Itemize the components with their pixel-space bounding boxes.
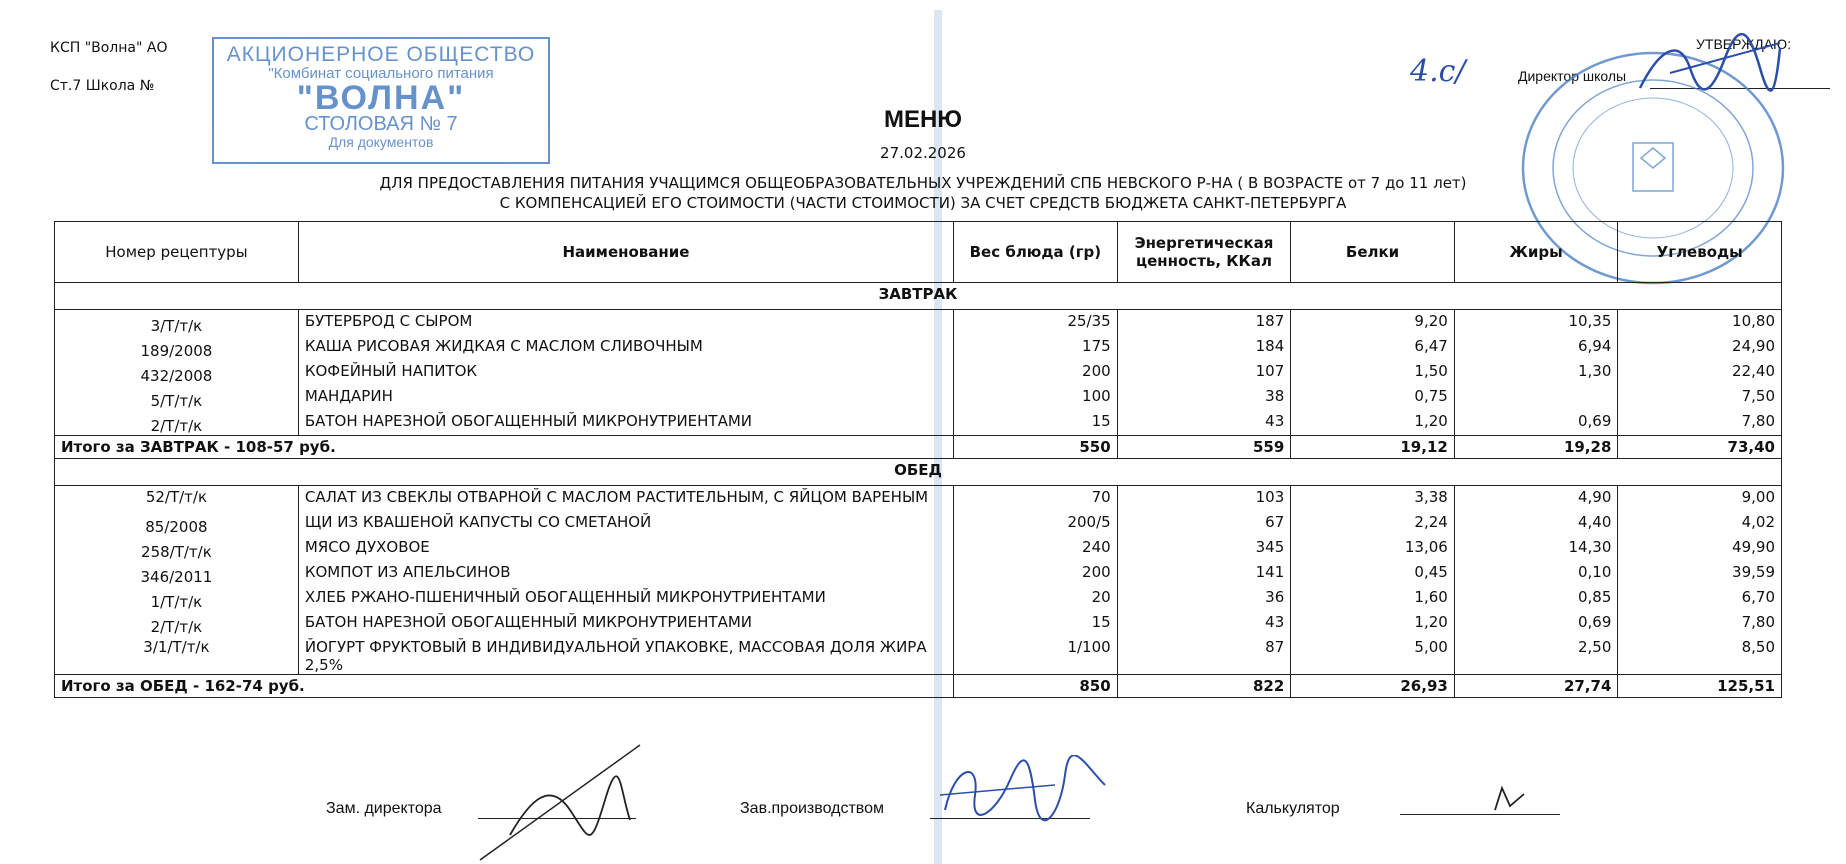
cell-code: 3/Т/т/к [55, 310, 299, 336]
total-protein: 26,93 [1291, 675, 1455, 698]
cell-protein: 3,38 [1291, 486, 1455, 512]
deputy-signature [470, 740, 660, 864]
cell-carbs: 49,90 [1618, 536, 1782, 561]
cell-energy: 141 [1117, 561, 1291, 586]
cell-energy: 36 [1117, 586, 1291, 611]
col-name-header: Наименование [298, 222, 953, 283]
table-row [55, 636, 1782, 675]
approve-label: УТВЕРЖДАЮ: [1696, 36, 1792, 52]
cell-weight: 175 [954, 335, 1118, 360]
cell-name: БАТОН НАРЕЗНОЙ ОБОГАЩЕННЫЙ МИКРОНУТРИЕНТАМИ [298, 611, 953, 636]
cell-name: ЙОГУРТ ФРУКТОВЫЙ В ИНДИВИДУАЛЬНОЙ УПАКОВКЕ, МАССОВАЯ ДОЛЯ ЖИРА 2,5% [298, 636, 953, 675]
table-row [55, 360, 1782, 385]
cell-name: МАНДАРИН [298, 385, 953, 410]
table-row [55, 561, 1782, 586]
section-row-lunch [55, 459, 1782, 486]
cell-carbs: 9,00 [1618, 486, 1782, 512]
cell-carbs: 7,80 [1618, 611, 1782, 636]
cell-carbs: 6,70 [1618, 586, 1782, 611]
section-title: ЗАВТРАК [55, 283, 1782, 310]
calculator-label: Калькулятор [1246, 800, 1340, 817]
col-carbs-header: Углеводы [1618, 222, 1782, 283]
table-row [55, 511, 1782, 536]
cell-protein: 0,75 [1291, 385, 1455, 410]
cell-code: 85/2008 [55, 511, 299, 536]
cell-name: ЩИ ИЗ КВАШЕНОЙ КАПУСТЫ СО СМЕТАНОЙ [298, 511, 953, 536]
table-row [55, 611, 1782, 636]
total-label: Итого за ЗАВТРАК - 108-57 руб. [55, 436, 954, 459]
cell-carbs: 39,59 [1618, 561, 1782, 586]
cell-carbs: 22,40 [1618, 360, 1782, 385]
table-row [55, 586, 1782, 611]
cell-weight: 1/100 [954, 636, 1118, 675]
stamp-line: "Комбинат социального питания [268, 65, 494, 82]
cell-code: 5/Т/т/к [55, 385, 299, 410]
cell-carbs: 8,50 [1618, 636, 1782, 675]
director-signature [1630, 28, 1790, 108]
cell-fat: 4,90 [1454, 486, 1618, 512]
section-title: ОБЕД [55, 459, 1782, 486]
cell-name: САЛАТ ИЗ СВЕКЛЫ ОТВАРНОЙ С МАСЛОМ РАСТИТЕЛЬНЫМ, С ЯЙЦОМ ВАРЕНЫМ [298, 486, 953, 512]
table-row [55, 310, 1782, 336]
total-label: Итого за ОБЕД - 162-74 руб. [55, 675, 954, 698]
cell-energy: 345 [1117, 536, 1291, 561]
table-row [55, 385, 1782, 410]
cell-protein: 13,06 [1291, 536, 1455, 561]
col-fat-header: Жиры [1454, 222, 1618, 283]
cell-carbs: 10,80 [1618, 310, 1782, 336]
cell-fat: 0,69 [1454, 611, 1618, 636]
cell-weight: 200/5 [954, 511, 1118, 536]
total-row-breakfast [55, 436, 1782, 459]
cell-name: КОМПОТ ИЗ АПЕЛЬСИНОВ [298, 561, 953, 586]
cell-code: 432/2008 [55, 360, 299, 385]
cell-protein: 0,45 [1291, 561, 1455, 586]
total-carbs: 125,51 [1618, 675, 1782, 698]
cell-weight: 200 [954, 360, 1118, 385]
calculator-sign-line [1400, 814, 1560, 815]
cell-code: 258/Т/т/к [55, 536, 299, 561]
cell-code: 3/1/Т/т/к [55, 636, 299, 675]
cell-name: МЯСО ДУХОВОЕ [298, 536, 953, 561]
cell-protein: 1,20 [1291, 611, 1455, 636]
cell-weight: 200 [954, 561, 1118, 586]
cell-name: ХЛЕБ РЖАНО-ПШЕНИЧНЫЙ ОБОГАЩЕННЫЙ МИКРОНУТРИЕНТАМИ [298, 586, 953, 611]
cell-carbs: 4,02 [1618, 511, 1782, 536]
cell-energy: 107 [1117, 360, 1291, 385]
cell-code: 346/2011 [55, 561, 299, 586]
col-code-header: Номер рецептуры [55, 222, 299, 283]
cell-protein: 1,60 [1291, 586, 1455, 611]
cell-protein: 1,50 [1291, 360, 1455, 385]
total-weight: 850 [954, 675, 1118, 698]
cell-fat: 2,50 [1454, 636, 1618, 675]
col-energy-header: Энергетическая ценность, ККал [1117, 222, 1291, 283]
cell-energy: 43 [1117, 611, 1291, 636]
table-row [55, 335, 1782, 360]
col-weight-header: Вес блюда (гр) [954, 222, 1118, 283]
cell-energy: 67 [1117, 511, 1291, 536]
menu-date: 27.02.2026 [880, 144, 966, 162]
cell-name: КОФЕЙНЫЙ НАПИТОК [298, 360, 953, 385]
cell-energy: 187 [1117, 310, 1291, 336]
total-row-lunch [55, 675, 1782, 698]
cell-weight: 100 [954, 385, 1118, 410]
menu-subtitle-line2: С КОМПЕНСАЦИЕЙ ЕГО СТОИМОСТИ (ЧАСТИ СТОИМОСТИ) ЗА СЧЕТ СРЕДСТВ БЮДЖЕТА САНКТ-ПЕТЕРБУРГА [499, 194, 1347, 212]
production-signature [935, 755, 1115, 825]
cell-name: БАТОН НАРЕЗНОЙ ОБОГАЩЕННЫЙ МИКРОНУТРИЕНТАМИ [298, 410, 953, 436]
table-row [55, 410, 1782, 436]
cell-weight: 25/35 [954, 310, 1118, 336]
total-protein: 19,12 [1291, 436, 1455, 459]
handwritten-mark: 4.с/ [1410, 54, 1466, 89]
cell-protein: 6,47 [1291, 335, 1455, 360]
cell-fat: 1,30 [1454, 360, 1618, 385]
school-label: Ст.7 Школа № [50, 78, 155, 94]
stamp-line: "ВОЛНА" [296, 79, 466, 117]
cell-fat [1454, 385, 1618, 410]
total-weight: 550 [954, 436, 1118, 459]
cell-energy: 87 [1117, 636, 1291, 675]
cell-code: 2/Т/т/к [55, 611, 299, 636]
menu-subtitle-line1: ДЛЯ ПРЕДОСТАВЛЕНИЯ ПИТАНИЯ УЧАЩИМСЯ ОБЩЕОБРАЗОВАТЕЛЬНЫХ УЧРЕЖДЕНИЙ СПБ НЕВСКОГО Р-НА ( В ВОЗРАСТЕ от 7 до 11 лет) [379, 174, 1467, 192]
cell-fat: 0,85 [1454, 586, 1618, 611]
cell-weight: 15 [954, 410, 1118, 436]
production-head-label: Зав.производством [740, 800, 884, 817]
total-fat: 19,28 [1454, 436, 1618, 459]
stamp-line: АКЦИОНЕРНОЕ ОБЩЕСТВО [226, 43, 536, 66]
total-energy: 559 [1117, 436, 1291, 459]
cell-fat: 14,30 [1454, 536, 1618, 561]
total-energy: 822 [1117, 675, 1291, 698]
section-row-breakfast [55, 283, 1782, 310]
cell-protein: 2,24 [1291, 511, 1455, 536]
menu-table [54, 221, 1782, 698]
cell-protein: 9,20 [1291, 310, 1455, 336]
cell-weight: 70 [954, 486, 1118, 512]
table-header-row [55, 222, 1782, 283]
director-label: Директор школы [1518, 68, 1627, 84]
stamp-line: Для документов [328, 134, 434, 150]
cell-weight: 20 [954, 586, 1118, 611]
cell-fat: 6,94 [1454, 335, 1618, 360]
cell-protein: 5,00 [1291, 636, 1455, 675]
cell-fat: 0,10 [1454, 561, 1618, 586]
cell-weight: 240 [954, 536, 1118, 561]
table-row [55, 536, 1782, 561]
cell-energy: 103 [1117, 486, 1291, 512]
cell-name: КАША РИСОВАЯ ЖИДКАЯ С МАСЛОМ СЛИВОЧНЫМ [298, 335, 953, 360]
cell-energy: 43 [1117, 410, 1291, 436]
org-name: КСП "Волна" АО [50, 40, 168, 56]
cell-code: 52/Т/т/к [55, 486, 299, 512]
cell-fat: 0,69 [1454, 410, 1618, 436]
cell-energy: 184 [1117, 335, 1291, 360]
cell-carbs: 24,90 [1618, 335, 1782, 360]
cell-protein: 1,20 [1291, 410, 1455, 436]
total-fat: 27,74 [1454, 675, 1618, 698]
cell-fat: 10,35 [1454, 310, 1618, 336]
cell-carbs: 7,80 [1618, 410, 1782, 436]
cell-energy: 38 [1117, 385, 1291, 410]
cell-code: 1/Т/т/к [55, 586, 299, 611]
stamp-line: СТОЛОВАЯ № 7 [304, 113, 458, 135]
total-carbs: 73,40 [1618, 436, 1782, 459]
cell-name: БУТЕРБРОД С СЫРОМ [298, 310, 953, 336]
cell-carbs: 7,50 [1618, 385, 1782, 410]
cell-code: 2/Т/т/к [55, 410, 299, 436]
col-protein-header: Белки [1291, 222, 1455, 283]
cell-fat: 4,40 [1454, 511, 1618, 536]
calculator-signature [1490, 782, 1530, 814]
deputy-director-label: Зам. директора [326, 800, 442, 817]
cell-code: 189/2008 [55, 335, 299, 360]
menu-title: МЕНЮ [883, 106, 963, 133]
cell-weight: 15 [954, 611, 1118, 636]
table-row [55, 486, 1782, 512]
